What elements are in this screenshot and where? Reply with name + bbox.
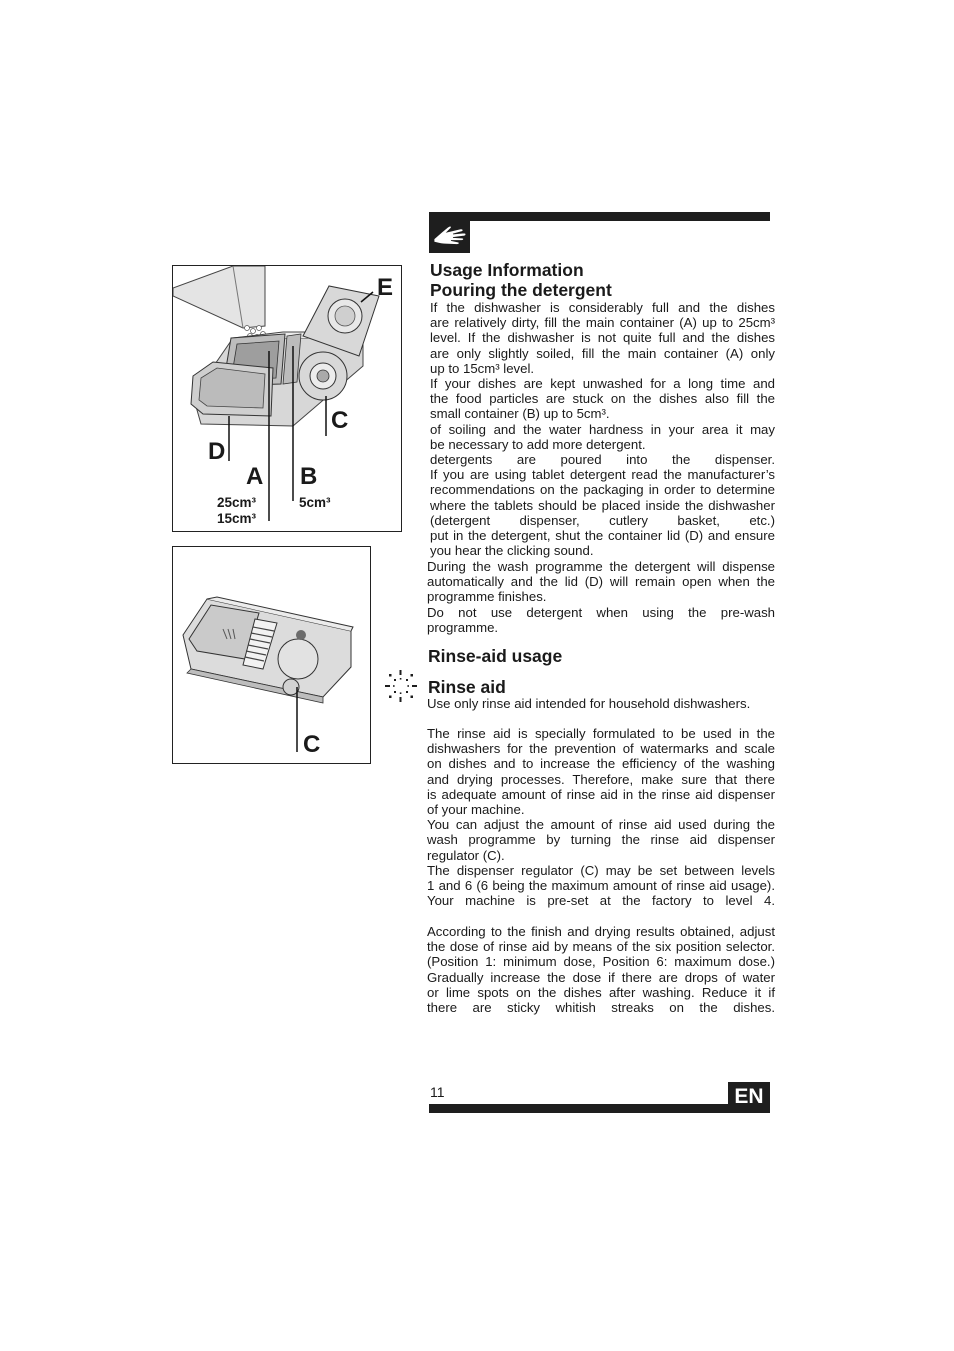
text-line: are relatively dirty, fill the main container (A) up to 25cm³	[430, 315, 775, 331]
label-b: B	[300, 463, 318, 490]
text-line: Do not use detergent when using the pre-wash	[427, 604, 775, 620]
caption-5cm: 5cm³	[299, 495, 331, 510]
text-line: there are sticky whitish streaks on the dishes.	[427, 1000, 775, 1016]
text-line: automatically and the lid (D) will remain open when the	[427, 574, 775, 590]
text-line: is adequate amount of rinse aid in the rinse aid dispenser	[427, 786, 775, 802]
text-line: dishwashers for the prevention of watermarks and scale	[427, 741, 775, 757]
page-title: Usage Information	[430, 260, 584, 280]
language-badge: EN	[728, 1082, 770, 1113]
text-line: If the dishwasher is considerably full and the dishes	[430, 300, 775, 315]
detergent-text-2	[427, 559, 775, 635]
text-line: you hear the clicking sound.	[430, 543, 594, 559]
page-number: 11	[430, 1084, 445, 1100]
figure-closed-dispenser	[172, 546, 371, 764]
label-e: E	[377, 274, 394, 301]
text-line: detergents are poured into the dispenser.	[430, 452, 775, 468]
rinse-text-2	[427, 924, 775, 1015]
text-line: recommendations on the packaging in order to determine	[430, 482, 775, 498]
text-line: The rinse aid is specially formulated to be used in the	[427, 726, 775, 741]
label-a: A	[246, 463, 264, 490]
text-line: (Position 1: minimum dose, Position 6: maximum dose.)	[427, 954, 775, 970]
text-line: If you are using tablet detergent read the manufacturer’s	[430, 467, 775, 483]
text-line: put in the detergent, shut the container lid (D) and ensure	[430, 528, 775, 544]
text-line: Your machine is pre-set at the factory to level 4.	[427, 893, 775, 909]
text-line: According to the finish and drying results obtained, adjust	[427, 924, 775, 939]
text-line: regulator (C).	[427, 847, 505, 863]
figure-detergent-dispenser	[172, 265, 402, 532]
sparkle-icon	[384, 669, 418, 703]
text-line: on dishes and to increase the efficiency of the washing	[427, 756, 775, 772]
label-c: C	[303, 731, 321, 758]
text-line: The dispenser regulator (C) may be set between levels	[427, 862, 775, 878]
bottom-rule	[429, 1104, 770, 1113]
text-line: During the wash programme the detergent will dispense	[427, 559, 775, 574]
text-line: programme.	[427, 619, 499, 635]
caption-15cm: 15cm³	[217, 511, 257, 526]
text-line: small container (B) up to 5cm³.	[430, 406, 610, 422]
section-title-rinse-aid: Rinse aid	[428, 677, 506, 697]
text-line: of your machine.	[427, 802, 525, 818]
text-line: the food particles are stuck on the dishes also fill the	[430, 391, 775, 407]
text-line: level. If the dishwasher is not quite full and the dishes	[430, 330, 775, 346]
text-line: the dose of rinse aid by means of the six position selector.	[427, 939, 775, 955]
section-title-detergent: Pouring the detergent	[430, 280, 612, 300]
rinse-text	[427, 726, 775, 908]
text-line: or lime spots on the dishes after washing. Reduce it if	[427, 984, 775, 1000]
text-line: and drying processes. Therefore, make sure that there	[427, 771, 775, 787]
hand-icon	[429, 212, 470, 253]
rinse-intro	[427, 696, 775, 711]
text-line: If your dishes are kept unwashed for a long time and	[430, 376, 775, 392]
text-line: Gradually increase the dose if there are drops of water	[427, 969, 775, 985]
section-title-rinse-aid-usage: Rinse-aid usage	[428, 646, 563, 666]
text-line: (detergent dispenser, cutlery basket, etc.)	[430, 512, 775, 528]
top-rule	[429, 212, 770, 221]
label-c: C	[331, 407, 349, 434]
text-line: be necessary to add more detergent.	[430, 436, 646, 452]
text-line: You can adjust the amount of rinse aid used during the	[427, 817, 775, 833]
text-line: up to 15cm³ level.	[430, 360, 535, 376]
text-line: 1 and 6 (6 being the maximum amount of rinse aid usage).	[427, 878, 775, 894]
text-line: where the tablets should be placed inside the dishwasher	[430, 497, 775, 513]
text-line: programme finishes.	[427, 589, 547, 605]
detergent-text	[430, 300, 775, 558]
text-line: are only slightly soiled, fill the main container (A) only	[430, 345, 775, 361]
text-line: wash programme by turning the rinse aid dispenser	[427, 832, 775, 848]
label-d: D	[208, 438, 226, 465]
text-line: of soiling and the water hardness in your area it may	[430, 421, 775, 437]
caption-25cm: 25cm³	[217, 495, 257, 510]
text-line: Use only rinse aid intended for household dishwashers.	[427, 696, 751, 711]
